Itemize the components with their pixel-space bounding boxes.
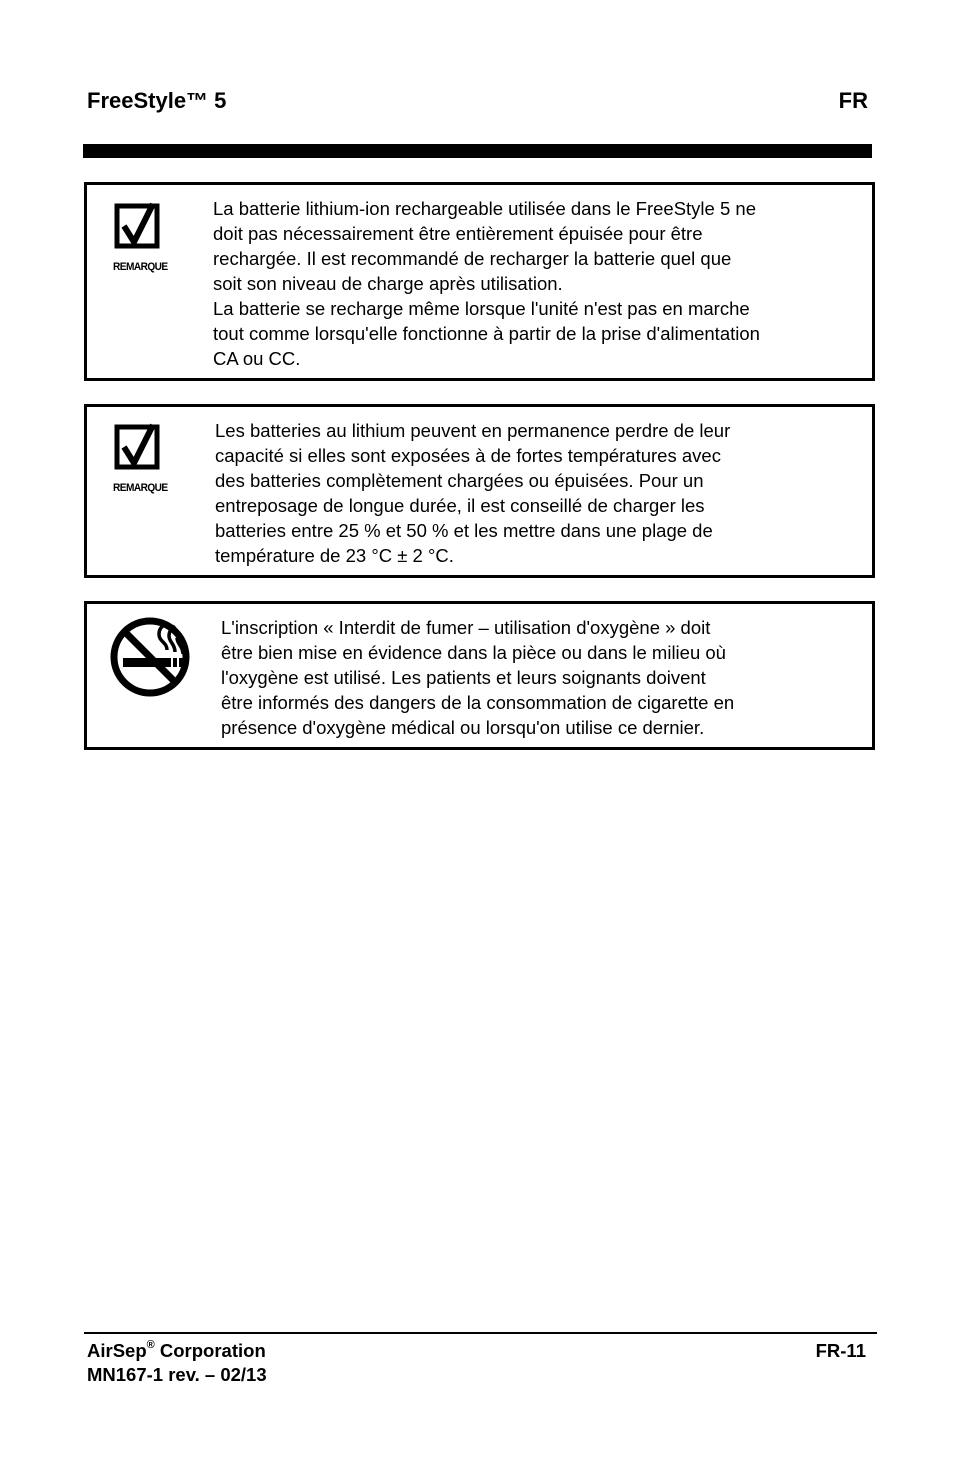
text-line: être bien mise en évidence dans la pièce ou dans le milieu où: [221, 642, 726, 663]
notice-text: [215, 418, 730, 568]
text-line: soit son niveau de charge après utilisation.: [213, 273, 563, 294]
text-line: entreposage de longue durée, il est conseillé de charger les: [215, 495, 705, 516]
text-line: CA ou CC.: [213, 348, 301, 369]
language-code: FR: [838, 88, 868, 113]
company-name: AirSep® Corporation: [87, 1339, 266, 1361]
text-line: des batteries complètement chargées ou épuisées. Pour un: [215, 470, 704, 491]
text-line: température de 23 °C ± 2 °C.: [215, 545, 454, 566]
text-line: doit pas nécessairement être entièrement épuisée pour être: [213, 223, 703, 244]
notice-text: [213, 196, 760, 371]
notice-box-battery-charging: [84, 182, 875, 381]
note-label: REMARQUE: [113, 482, 168, 494]
note-label: REMARQUE: [113, 261, 168, 273]
text-line: capacité si elles sont exposées à de fortes températures avec: [215, 445, 721, 466]
checkmark-note-icon: [113, 419, 183, 499]
text-line: La batterie se recharge même lorsque l'unité n'est pas en marche: [213, 298, 750, 319]
text-line: rechargée. Il est recommandé de recharger la batterie quel que: [213, 248, 732, 269]
header-rule: [83, 144, 872, 158]
document-revision: MN167-1 rev. – 02/13: [87, 1364, 267, 1385]
footer-left: [87, 1339, 267, 1387]
text-line: Les batteries au lithium peuvent en permanence perdre de leur: [215, 420, 731, 441]
text-line: batteries entre 25 % et 50 % et les mettre dans une plage de: [215, 520, 713, 541]
notice-text: [221, 615, 734, 740]
text-line: être informés des dangers de la consommation de cigarette en: [221, 692, 735, 713]
text-line: La batterie lithium-ion rechargeable utilisée dans le FreeStyle 5 ne: [213, 198, 756, 219]
notice-box-battery-storage: [84, 404, 875, 578]
text-line: L'inscription « Interdit de fumer – utilisation d'oxygène » doit: [221, 617, 711, 638]
registered-mark: ®: [146, 1339, 155, 1351]
page-number: FR-11: [815, 1340, 866, 1361]
text-line: tout comme lorsqu'elle fonctionne à partir de la prise d'alimentation: [213, 323, 760, 344]
text-line: présence d'oxygène médical ou lorsqu'on utilise ce dernier.: [221, 717, 705, 738]
footer-rule: [84, 1332, 877, 1334]
document-title: FreeStyle™ 5: [87, 88, 227, 113]
text-line: l'oxygène est utilisé. Les patients et leurs soignants doivent: [221, 667, 706, 688]
no-smoking-icon: [107, 614, 193, 700]
checkmark-note-icon: [113, 198, 183, 278]
notice-box-no-smoking: [84, 601, 875, 750]
